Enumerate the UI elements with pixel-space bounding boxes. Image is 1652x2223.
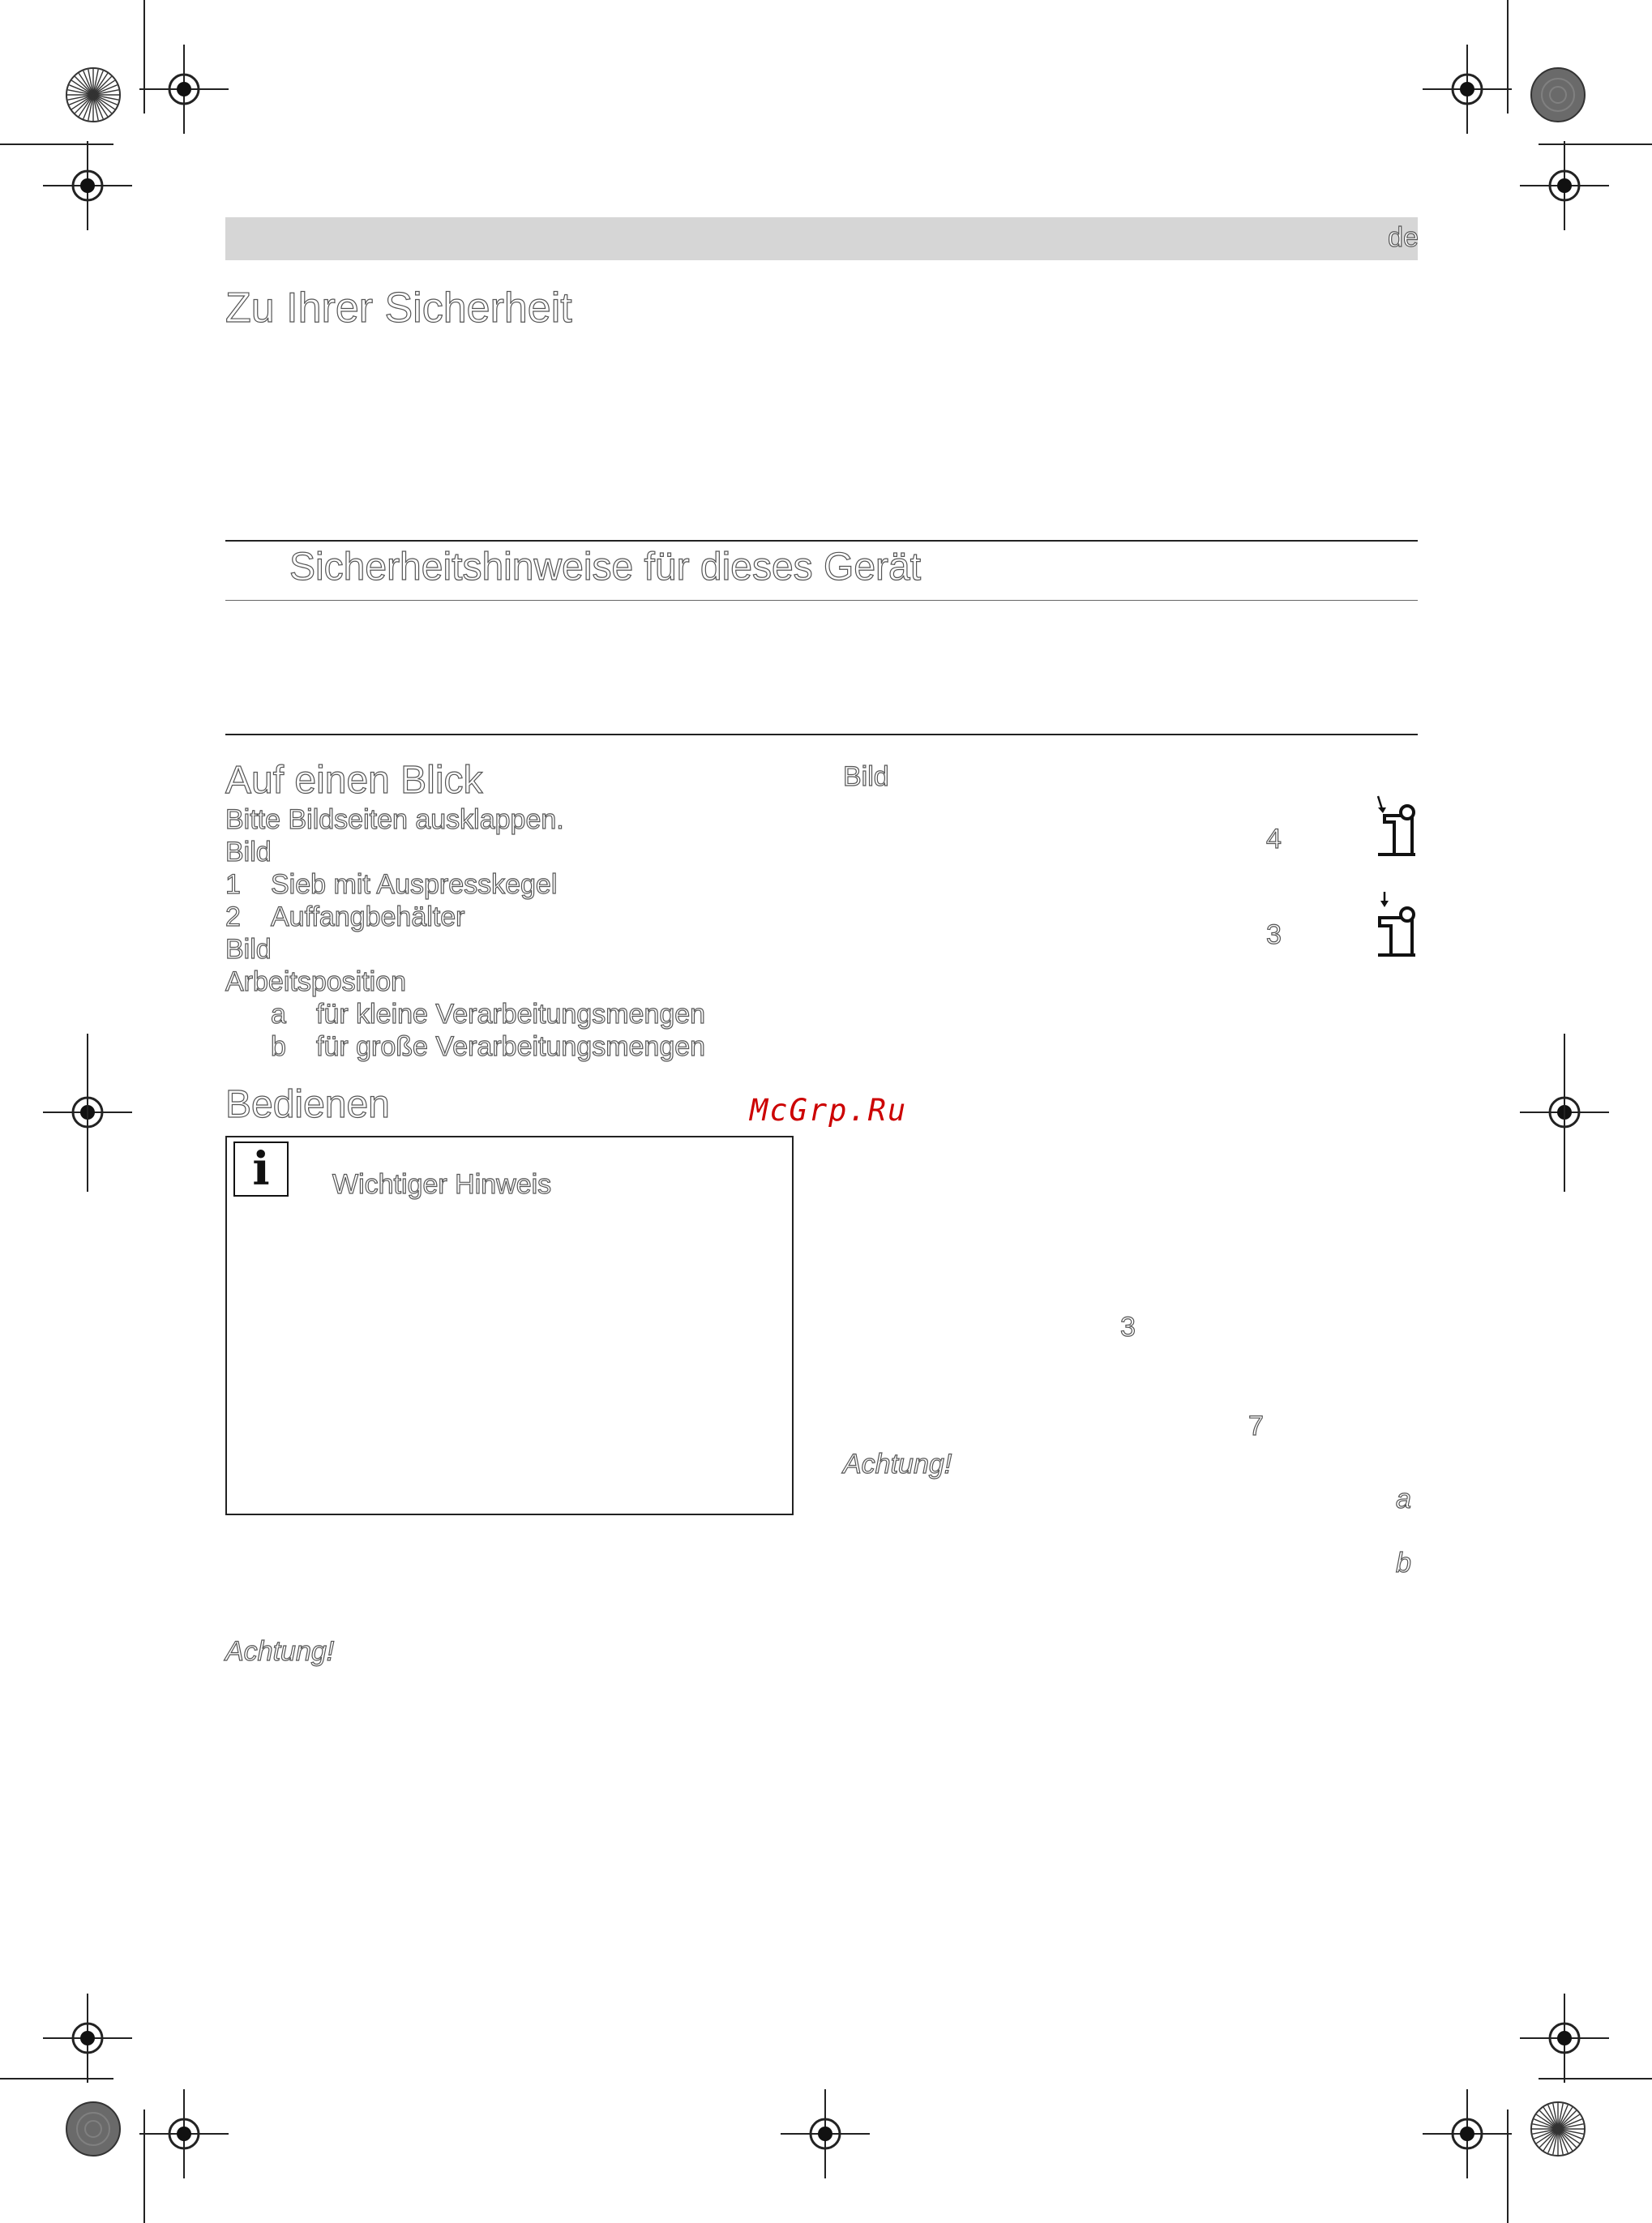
figure-label: Bild	[843, 761, 889, 792]
list-item-number: 2	[225, 902, 241, 932]
overview-intro: Bitte Bildseiten ausklappen.	[225, 804, 564, 835]
figure-label: Bild	[225, 837, 272, 867]
position-letter: a	[271, 999, 286, 1030]
safety-title: Zu Ihrer Sicherheit	[225, 285, 572, 332]
step-number: 3	[1120, 1312, 1136, 1343]
work-position-label: Arbeitsposition	[225, 966, 407, 997]
safety-subtitle: Sicherheitshinweise für dieses Gerät	[289, 546, 922, 589]
appliance-position-4-icon	[1375, 793, 1420, 858]
info-icon: i	[233, 1141, 289, 1197]
step-number: 3	[1266, 919, 1282, 950]
warning-label: Achtung!	[225, 1636, 335, 1667]
step-number: 4	[1266, 824, 1282, 855]
step-number: 7	[1248, 1411, 1264, 1441]
overview-title: Auf einen Blick	[225, 759, 483, 802]
position-letter: b	[271, 1031, 286, 1062]
warning-label: Achtung!	[843, 1449, 952, 1480]
position-letter: a	[1396, 1484, 1411, 1514]
section-divider	[225, 734, 1418, 735]
list-item-number: 1	[225, 869, 241, 900]
position-text: für kleine Verarbeitungsmengen	[316, 999, 706, 1030]
position-letter: b	[1396, 1548, 1411, 1578]
list-item-text: Auffangbehälter	[271, 902, 465, 932]
position-text: für große Verarbeitungsmengen	[316, 1031, 706, 1062]
section-divider	[225, 540, 1418, 542]
watermark: McGrp.Ru	[750, 1093, 908, 1128]
operate-title: Bedienen	[225, 1083, 390, 1126]
info-box-title: Wichtiger Hinweis	[332, 1169, 552, 1200]
figure-label: Bild	[225, 934, 272, 965]
list-item-text: Sieb mit Auspresskegel	[271, 869, 558, 900]
section-divider	[225, 600, 1418, 601]
header-bar	[225, 217, 1418, 260]
language-code: de	[1388, 222, 1419, 253]
appliance-position-3-icon	[1375, 890, 1420, 958]
